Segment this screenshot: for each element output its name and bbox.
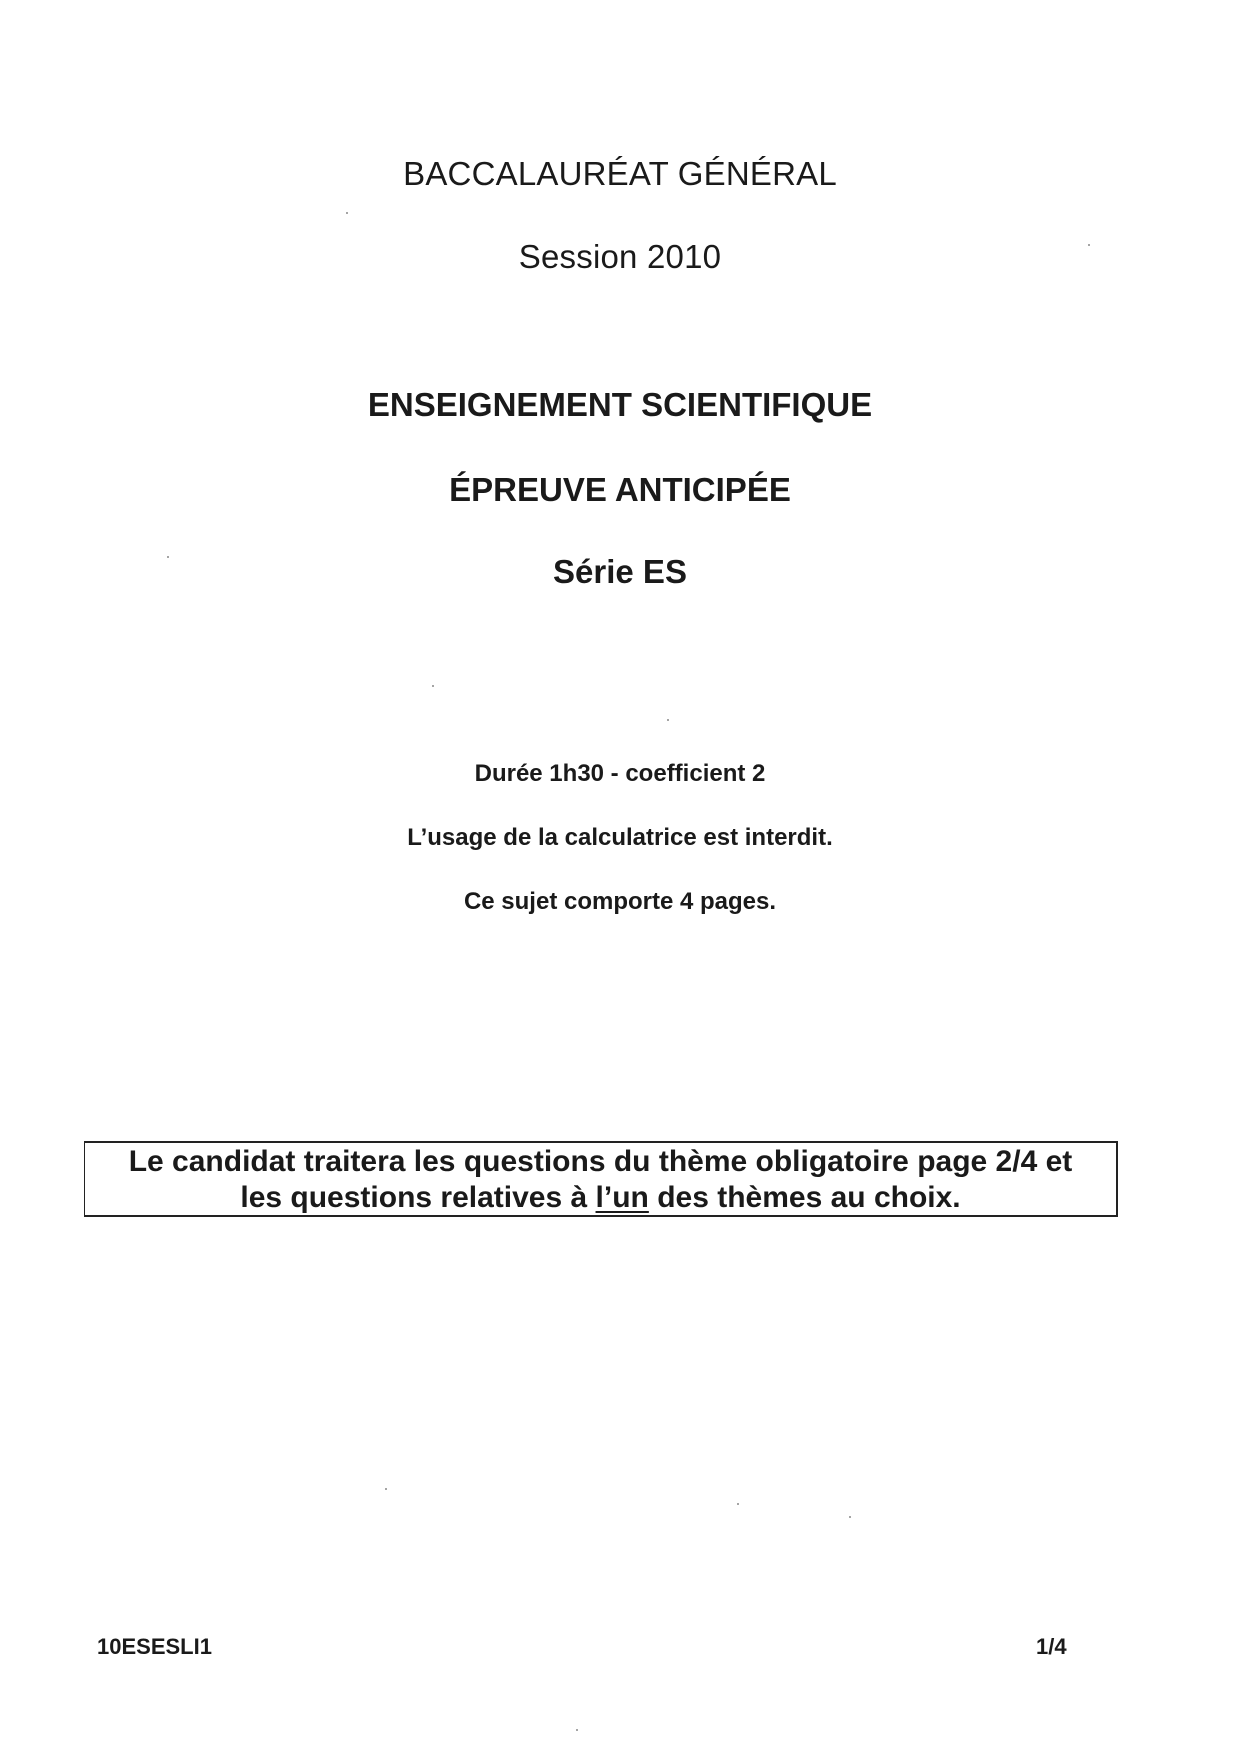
scan-speck: [849, 1516, 851, 1518]
calculator-rule: L’usage de la calculatrice est interdit.: [407, 824, 833, 851]
page-count: Ce sujet comporte 4 pages.: [463, 888, 777, 915]
instructions-emphasis: l’un: [595, 1181, 649, 1214]
instructions-line-1: Le candidat traitera les questions du thème obligatoire page 2/4 et: [128, 1145, 1073, 1178]
instructions-line-2-start: les questions relatives à: [240, 1181, 596, 1214]
exam-title: BACCALAURÉAT GÉNÉRAL: [403, 155, 837, 192]
subject-code: 10ESESLI1: [97, 1634, 212, 1659]
instructions-line-2-end: des thèmes au choix.: [648, 1181, 961, 1214]
duration-coefficient: Durée 1h30 - coefficient 2: [474, 760, 766, 787]
scan-speck: [667, 719, 669, 721]
instructions-box: [84, 1141, 1118, 1217]
exam-type: ÉPREUVE ANTICIPÉE: [449, 471, 791, 508]
scan-speck: [1088, 244, 1090, 246]
scan-speck: [385, 1488, 387, 1490]
scan-speck: [737, 1503, 739, 1505]
scan-speck: [432, 685, 434, 687]
scan-speck: [346, 212, 348, 214]
subject-name: ENSEIGNEMENT SCIENTIFIQUE: [367, 386, 873, 423]
page-number: 1/4: [1036, 1634, 1067, 1659]
instructions-line-2: [85, 1181, 1116, 1215]
scan-speck: [167, 556, 169, 558]
session-label: Session 2010: [518, 238, 722, 275]
series-label: Série ES: [553, 553, 687, 590]
scan-speck: [576, 1729, 578, 1731]
